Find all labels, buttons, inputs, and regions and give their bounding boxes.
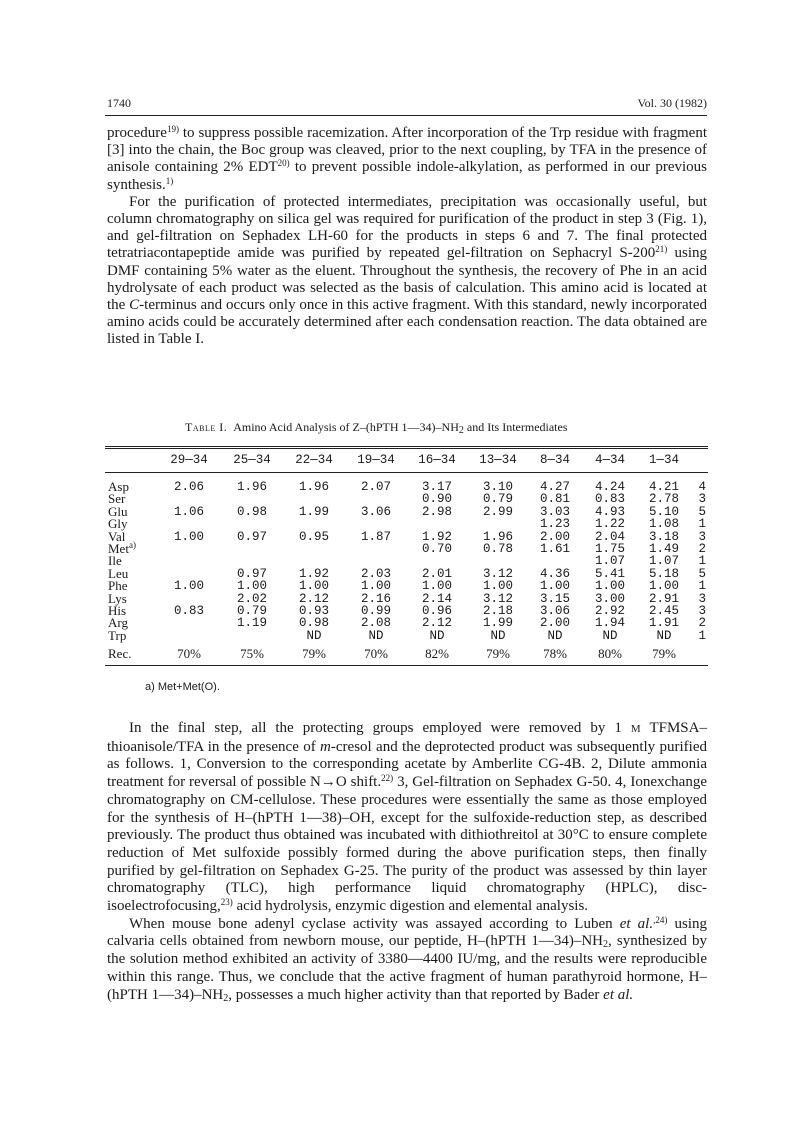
table-cell: 1 [698, 517, 706, 532]
paragraph-4: When mouse bone adenyl cyclase activity was assayed according to Luben et al.$^{,24)}$ using calvaria cells obtained from newborn mouse, our peptide, H–(hPTH $1—34)-NH_2$, synthesized by the solution method exhibited an activity of 3380—4400 IU/mg, and the results were reproducible within this range. Thus, we conclude that the active fragment of human parathyroid hormone, H–(hPTH $1—34)-NH_2$, possesses a much higher activity than that reported by Bader et al. [107, 914, 707, 1004]
table-cell [157, 555, 221, 567]
table-cell: 2.08 [360, 616, 391, 631]
table-cell: 78% [543, 646, 567, 662]
table-row [105, 555, 708, 567]
table-cell: 1.96 [236, 480, 267, 494]
header-rule [105, 115, 707, 116]
table-cell: ND [547, 628, 563, 643]
column-header: 16—34 [418, 453, 456, 467]
column-header: 13—34 [479, 453, 517, 467]
table-cell: 3.10 [482, 480, 513, 494]
table-cell [689, 642, 708, 665]
table-cell: 3.18 [648, 529, 679, 544]
table-cell: 4.21 [648, 480, 679, 494]
amino-acid-label: His [108, 603, 127, 619]
table-cell [221, 543, 283, 555]
table-cell: 1.00 [594, 579, 625, 594]
table-cell: 2.91 [648, 591, 679, 606]
amino-acid-table [105, 446, 708, 666]
table-cell [283, 493, 345, 505]
table-cell: 1.00 [539, 579, 570, 594]
table-caption: Table I. Amino Acid Analysis of Z–(hPTH $1—34)-NH_2$ and Its Intermediates [185, 420, 568, 436]
table-cell: 1.75 [594, 542, 625, 557]
volume-info: Vol. 30 (1982) [637, 96, 707, 110]
table-cell: 2.18 [482, 604, 513, 619]
table-cell: 2.06 [173, 480, 204, 494]
table-cell: 5 [698, 504, 706, 519]
table-cell: 5 [698, 566, 706, 581]
table-cell: 3.06 [539, 604, 570, 619]
table-cell [283, 555, 345, 567]
table-row [105, 617, 708, 629]
table-cell [467, 555, 529, 567]
table-row [105, 642, 708, 665]
table-cell: 1.00 [482, 579, 513, 594]
table-cell [345, 543, 407, 555]
table-cell [529, 555, 581, 567]
table-cell: ND [656, 628, 672, 643]
table-cell: 2.98 [421, 504, 452, 519]
table-cell: 1.00 [173, 529, 204, 544]
table-cell [407, 518, 467, 530]
table-cell: 0.98 [236, 504, 267, 519]
table-cell: 1.96 [298, 480, 329, 494]
table-cell: 3.15 [539, 591, 570, 606]
table-cell: 3 [698, 604, 706, 619]
table-cell: 1.91 [648, 616, 679, 631]
table-cell [221, 518, 283, 530]
table-cell: 2.92 [594, 604, 625, 619]
table-cell: 0.90 [421, 492, 452, 507]
amino-acid-label: Trp [108, 627, 127, 643]
table-cell: 1.00 [298, 579, 329, 594]
paragraph-3: In the final step, all the protecting groups employed were removed by 1 M TFMSA–thioanisole/TFA in the presence of m-cresol and the deprotected product was subsequently purified as follows. 1, Conversion to the corresponding acetate by Amberlite CG-4B. 2, Dilute ammonia treatment for reversal of possible N→O shift.$^{22)}$ 3, Gel-filtration on Sephadex G-50. 4, Ionexchange chromatography on CM-cellulose. These procedures were essentially the same as those employed for the synthesis of H–(hPTH 1—38)–OH, except for the sulfoxide-reduction step, as described previously. The product thus obtained was incubated with dithiothreitol at 30°C to ensure complete reduction of Met sulfoxide possibly formed during the above purification steps, then finally purified by gel-filtration on Sephadex G-25. The purity of the product was assessed by thin layer chromatography (TLC), high performance liquid chromatography (HPLC), disc-isoelectrofocusing,$^{23)}$ acid hydrolysis, enzymic digestion and elemental analysis. [107, 720, 707, 915]
body-text-top [107, 125, 707, 349]
table-cell: 4.93 [594, 504, 625, 519]
table-cell [157, 543, 221, 555]
table-cell: ND [306, 628, 322, 643]
table-cell: 1.92 [421, 529, 452, 544]
table-cell [157, 630, 221, 642]
table-cell [467, 518, 529, 530]
table-cell: 0.81 [539, 492, 570, 507]
table-cell: 1.92 [298, 566, 329, 581]
table-cell: 3.17 [421, 480, 452, 494]
table-cell: 2.01 [421, 566, 452, 581]
table-cell [345, 493, 407, 505]
table-header-row [105, 448, 708, 473]
table-cell: 3.03 [539, 504, 570, 519]
table-cell: 1.49 [648, 542, 679, 557]
table-cell [157, 518, 221, 530]
table-cell: 2.02 [236, 591, 267, 606]
table-cell [345, 555, 407, 567]
table-cell: 2.00 [539, 529, 570, 544]
page-number: 1740 [107, 96, 131, 110]
table-cell [283, 518, 345, 530]
table-cell: 5.18 [648, 566, 679, 581]
table-cell: 2.12 [298, 591, 329, 606]
table-cell: 0.98 [298, 616, 329, 631]
table-cell: 0.93 [298, 604, 329, 619]
table-cell: ND [490, 628, 506, 643]
table-cell: 1 [698, 554, 706, 569]
table-cell: 0.96 [421, 604, 452, 619]
table-cell: 1.00 [236, 579, 267, 594]
table-cell: 1.23 [539, 517, 570, 532]
table-cell: 1 [698, 628, 706, 643]
table-cell: 5.10 [648, 504, 679, 519]
table-cell: 3.06 [360, 504, 391, 519]
table-cell: 0.97 [236, 529, 267, 544]
table-cell: 2.12 [421, 616, 452, 631]
table-cell: 1.00 [173, 579, 204, 594]
table-cell: 2.07 [360, 480, 391, 494]
table-cell: 2.00 [539, 616, 570, 631]
table-cell: 2.78 [648, 492, 679, 507]
table-cell: 1 [698, 579, 706, 594]
table-row [105, 580, 708, 592]
table-cell [221, 493, 283, 505]
table-cell: 3 [698, 529, 706, 544]
table-cell: 3.12 [482, 591, 513, 606]
table-row [105, 493, 708, 505]
table-cell: 1.08 [648, 517, 679, 532]
table-cell: 82% [425, 646, 449, 662]
table-cell: 75% [240, 646, 264, 662]
table-cell [221, 555, 283, 567]
column-header: 4—34 [594, 453, 625, 467]
amino-acid-label: Lys [108, 590, 127, 606]
table-cell: 3.00 [594, 591, 625, 606]
table-cell: ND [429, 628, 445, 643]
table-cell: 0.78 [482, 542, 513, 557]
table-cell: 2.14 [421, 591, 452, 606]
amino-acid-label: Rec. [108, 646, 132, 662]
table-cell [221, 630, 283, 642]
paragraph-2: For the purification of protected intermediates, precipitation was occasionally useful, but column chromatography on silica gel was required for purification of the product in step 3 (Fig. 1), and gel-filtration on Sephadex LH-60 for the products in steps 6 and 7. The final protected tetratriacontapeptide amide was purified by repeated gel-filtration on Sephacryl S-200$^{21)}$ using DMF containing 5% water as the eluent. Throughout the synthesis, the recovery of Phe in an acid hydrolysate of each product was selected as the basis of calculation. This amino acid is located at the C-terminus and occurs only once in this active fragment. With this standard, newly incorporated amino acids could be accurately determined after each condensation reaction. The data obtained are listed in Table I. [107, 193, 707, 348]
table-cell: 4 [698, 480, 706, 494]
table-cell: 4.36 [539, 566, 570, 581]
table-cell: 1.96 [482, 529, 513, 544]
table-cell: 1.00 [421, 579, 452, 594]
table-cell [283, 543, 345, 555]
table-cell: 0.83 [173, 604, 204, 619]
body-text-bottom [107, 720, 707, 1004]
table-cell: 70% [177, 646, 201, 662]
table-cell: 4.24 [594, 480, 625, 494]
table-cell: 3.12 [482, 566, 513, 581]
table-cell: 1.99 [298, 504, 329, 519]
table-cell: 70% [364, 646, 388, 662]
table-cell: 79% [302, 646, 326, 662]
table-cell: 2.45 [648, 604, 679, 619]
column-header [689, 448, 708, 473]
amino-acid-label: Arg [108, 615, 128, 631]
table-cell [407, 555, 467, 567]
table-cell: 1.06 [173, 504, 204, 519]
table-cell: 79% [652, 646, 676, 662]
table-cell: 1.99 [482, 616, 513, 631]
table-cell: 1.07 [648, 554, 679, 569]
table-cell: 1.22 [594, 517, 625, 532]
table-row [105, 630, 708, 642]
table-cell: 0.99 [360, 604, 391, 619]
amino-acid-label: Glu [108, 503, 128, 519]
table-cell: 3 [698, 492, 706, 507]
table-cell: 1.94 [594, 616, 625, 631]
table-cell: 0.79 [482, 492, 513, 507]
column-header: 25—34 [233, 453, 271, 467]
table-cell: 2.03 [360, 566, 391, 581]
paragraph-1: procedure$^{19)}$ to suppress possible racemization. After incorporation of the Trp residue with fragment [3] into the chain, the Boc group was cleaved, prior to the next coupling, by TFA in the presence of anisole containing 2% EDT$^{20)}$ to prevent possible indole-alkylation, as performed in our previous synthesis.$^{1)}$ [107, 124, 708, 193]
table-cell: 4.27 [539, 480, 570, 494]
table-cell [157, 493, 221, 505]
running-header [107, 96, 707, 111]
column-header: 1—34 [648, 453, 679, 467]
table-cell: 2 [698, 542, 706, 557]
table-cell: 2.99 [482, 504, 513, 519]
amino-acid-label: Ser [108, 491, 126, 507]
table-cell [157, 617, 221, 629]
table-cell: 1.00 [648, 579, 679, 594]
table-cell [345, 518, 407, 530]
table-cell: ND [368, 628, 384, 643]
table-cell: 1.19 [236, 616, 267, 631]
table-cell: 0.83 [594, 492, 625, 507]
table-cell: 1.61 [539, 542, 570, 557]
column-header: 19—34 [357, 453, 395, 467]
amino-acid-label: Gly [108, 516, 128, 532]
amino-acid-label: Val [108, 528, 126, 544]
table-cell: 1.07 [594, 554, 625, 569]
table-cell: 2.04 [594, 529, 625, 544]
table-cell: 2.16 [360, 591, 391, 606]
amino-acid-label: Leu [108, 565, 129, 581]
table-cell: 1.87 [360, 529, 391, 544]
table-cell: 5.41 [594, 566, 625, 581]
column-header: 29—34 [170, 453, 208, 467]
column-header: 8—34 [539, 453, 570, 467]
amino-acid-label: Met$^{a)}$ [108, 540, 136, 557]
table-cell: 0.97 [236, 566, 267, 581]
table-row [105, 518, 708, 530]
amino-acid-label: Asp [108, 479, 129, 494]
table-cell: 2 [698, 616, 706, 631]
table-cell: 79% [486, 646, 510, 662]
table-cell: 0.95 [298, 529, 329, 544]
table-cell: 1.00 [360, 579, 391, 594]
table-cell: 3 [698, 591, 706, 606]
table-cell: ND [602, 628, 618, 643]
table-cell: 0.79 [236, 604, 267, 619]
table-footnote: a) Met+Met(O). [145, 681, 220, 693]
amino-acid-label: Phe [108, 578, 128, 594]
table-row [105, 473, 708, 494]
table-cell: 0.70 [421, 542, 452, 557]
column-header: 22—34 [295, 453, 333, 467]
table-cell: 80% [598, 646, 622, 662]
column-header [105, 448, 157, 473]
amino-acid-label: Ile [108, 553, 122, 569]
